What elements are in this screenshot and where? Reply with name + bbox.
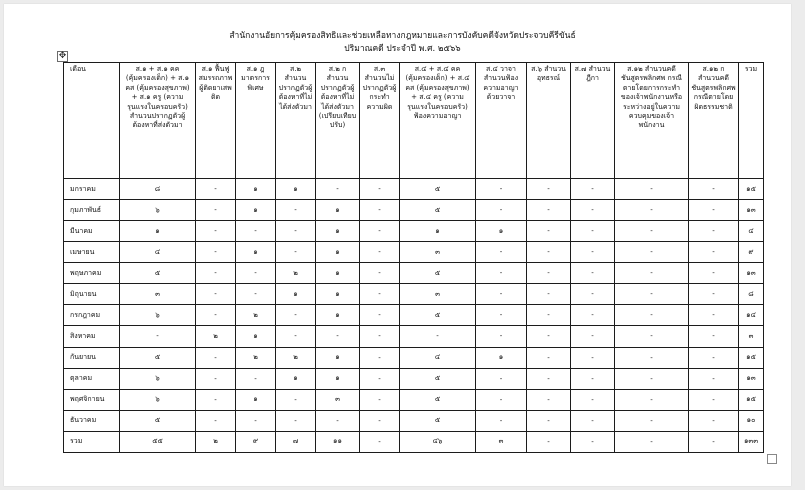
value-cell: ๒ xyxy=(276,263,316,284)
header-s7: ส.๗ สำนวนฎีกา xyxy=(571,63,615,179)
value-cell: ๕๕ xyxy=(120,431,196,452)
value-cell: ๑ xyxy=(316,200,360,221)
value-cell: - xyxy=(196,368,236,389)
value-cell: ๑๕ xyxy=(739,179,764,200)
value-cell: - xyxy=(571,347,615,368)
value-cell: - xyxy=(571,179,615,200)
table-row xyxy=(64,200,764,221)
value-cell: ๑ xyxy=(276,368,316,389)
table-row xyxy=(64,326,764,347)
case-statistics-table xyxy=(63,62,764,453)
value-cell: - xyxy=(571,221,615,242)
value-cell: ๕ xyxy=(400,179,476,200)
value-cell: - xyxy=(360,326,400,347)
value-cell: ๘ xyxy=(739,284,764,305)
value-cell: ๓ xyxy=(476,431,527,452)
value-cell: ๕ xyxy=(400,305,476,326)
value-cell: ๖ xyxy=(120,368,196,389)
value-cell: - xyxy=(360,305,400,326)
value-cell: - xyxy=(571,431,615,452)
value-cell: - xyxy=(689,221,739,242)
value-cell: ๖ xyxy=(120,389,196,410)
header-s4-verbal: ส.๔ วาจา สำนวนฟ้องความอาญาด้วยวาจา xyxy=(476,63,527,179)
value-cell: - xyxy=(196,305,236,326)
value-cell: - xyxy=(615,410,689,431)
value-cell: ๑ xyxy=(236,389,276,410)
value-cell: - xyxy=(316,179,360,200)
value-cell: - xyxy=(276,221,316,242)
value-cell: - xyxy=(527,368,571,389)
value-cell: ๕ xyxy=(120,347,196,368)
value-cell: - xyxy=(571,305,615,326)
value-cell: ๕ xyxy=(400,368,476,389)
value-cell: - xyxy=(196,221,236,242)
table-row xyxy=(64,389,764,410)
value-cell: ๑๑ xyxy=(316,431,360,452)
month-cell: กันยายน xyxy=(64,347,120,368)
value-cell: ๒ xyxy=(276,347,316,368)
value-cell: - xyxy=(276,389,316,410)
value-cell: ๑๓๓ xyxy=(739,431,764,452)
value-cell: ๑๓ xyxy=(739,263,764,284)
value-cell: ๒ xyxy=(196,431,236,452)
value-cell: - xyxy=(476,200,527,221)
value-cell: - xyxy=(689,284,739,305)
value-cell: - xyxy=(571,200,615,221)
value-cell: - xyxy=(236,221,276,242)
value-cell: ๘ xyxy=(120,179,196,200)
header-total: รวม xyxy=(739,63,764,179)
value-cell: - xyxy=(571,242,615,263)
value-cell: ๒ xyxy=(236,347,276,368)
table-move-handle-icon[interactable]: ✥ xyxy=(58,51,67,61)
value-cell: - xyxy=(276,200,316,221)
value-cell: ๑ xyxy=(236,179,276,200)
value-cell: - xyxy=(527,284,571,305)
header-s2k: ส.๒ ก สำนวนปรากฏตัวผู้ต้องหาที่ไม่ได้ส่งตัวมา (เปรียบเทียบปรับ) xyxy=(316,63,360,179)
value-cell: ๔ xyxy=(739,221,764,242)
header-s4: ส.๔ + ส.๔ คค (คุ้มครองเด็ก) + ส.๔ คส (คุ้มครองสุขภาพ) + ส.๔ ครู (ความรุนแรงในครอบครัว) ฟ้องความอาญา xyxy=(400,63,476,179)
value-cell: ๑๕ xyxy=(739,389,764,410)
value-cell: - xyxy=(571,410,615,431)
value-cell: - xyxy=(196,200,236,221)
value-cell: ๓ xyxy=(400,284,476,305)
value-cell: ๑ xyxy=(276,284,316,305)
table-row xyxy=(64,284,764,305)
value-cell: ๑๔ xyxy=(739,305,764,326)
value-cell: ๑๓ xyxy=(739,200,764,221)
table-row xyxy=(64,410,764,431)
header-month: เดือน xyxy=(64,63,120,179)
value-cell: - xyxy=(276,410,316,431)
value-cell: - xyxy=(527,431,571,452)
value-cell: - xyxy=(689,431,739,452)
value-cell: - xyxy=(571,284,615,305)
header-s1-rehab: ส.๑ ฟื้นฟูสมรรถภาพผู้ติดยาเสพติด xyxy=(196,63,236,179)
header-s6: ส.๖ สำนวนอุทธรณ์ xyxy=(527,63,571,179)
value-cell: - xyxy=(276,326,316,347)
value-cell: ๑ xyxy=(276,179,316,200)
table-row xyxy=(64,221,764,242)
value-cell: ๓ xyxy=(120,284,196,305)
value-cell: - xyxy=(615,368,689,389)
value-cell: - xyxy=(196,179,236,200)
header-s12k: ส.๑๒ ก สำนวนคดีชันสูตรพลิกศพ กรณีตายโดยผิดธรรมชาติ xyxy=(689,63,739,179)
value-cell: - xyxy=(527,200,571,221)
value-cell: - xyxy=(276,242,316,263)
value-cell: - xyxy=(196,242,236,263)
value-cell: ๒ xyxy=(196,326,236,347)
value-cell: - xyxy=(196,284,236,305)
value-cell: ๑ xyxy=(236,326,276,347)
value-cell: - xyxy=(360,242,400,263)
value-cell: - xyxy=(527,410,571,431)
value-cell: ๑ xyxy=(400,221,476,242)
value-cell: ๑ xyxy=(476,221,527,242)
value-cell: - xyxy=(276,305,316,326)
value-cell: ๑ xyxy=(316,347,360,368)
value-cell: - xyxy=(476,179,527,200)
value-cell: - xyxy=(689,389,739,410)
value-cell: ๔ xyxy=(120,242,196,263)
value-cell: ๖ xyxy=(120,305,196,326)
value-cell: - xyxy=(196,389,236,410)
month-cell: ธันวาคม xyxy=(64,410,120,431)
value-cell: - xyxy=(615,431,689,452)
value-cell: - xyxy=(360,431,400,452)
value-cell: ๑ xyxy=(120,221,196,242)
value-cell: ๑ xyxy=(236,242,276,263)
value-cell: ๔๖ xyxy=(400,431,476,452)
value-cell: ๑ xyxy=(316,368,360,389)
value-cell: - xyxy=(527,263,571,284)
value-cell: - xyxy=(615,179,689,200)
value-cell: - xyxy=(615,347,689,368)
table-row xyxy=(64,242,764,263)
header-s3: ส.๓ สำนวนไม่ปรากฏตัวผู้กระทำความผิด xyxy=(360,63,400,179)
value-cell: - xyxy=(571,368,615,389)
value-cell: ๑๕ xyxy=(739,347,764,368)
month-cell: มิถุนายน xyxy=(64,284,120,305)
value-cell: - xyxy=(196,347,236,368)
value-cell: - xyxy=(400,326,476,347)
value-cell: - xyxy=(476,326,527,347)
value-cell: - xyxy=(360,221,400,242)
value-cell: ๑ xyxy=(316,284,360,305)
value-cell: ๓ xyxy=(739,326,764,347)
value-cell: - xyxy=(316,410,360,431)
value-cell: ๙ xyxy=(739,242,764,263)
value-cell: - xyxy=(476,389,527,410)
value-cell: - xyxy=(689,347,739,368)
table-row xyxy=(64,305,764,326)
value-cell: - xyxy=(360,389,400,410)
value-cell: - xyxy=(360,263,400,284)
document-title: สำนักงานอัยการคุ้มครองสิทธิและช่วยเหลือทางกฎหมายและการบังคับคดีจังหวัดประจวบคีรีขันธ์ xyxy=(229,31,576,41)
month-cell: ตุลาคม xyxy=(64,368,120,389)
month-cell: กรกฎาคม xyxy=(64,305,120,326)
value-cell: - xyxy=(360,347,400,368)
value-cell: - xyxy=(236,368,276,389)
value-cell: ๕ xyxy=(400,263,476,284)
value-cell: - xyxy=(360,284,400,305)
value-cell: - xyxy=(316,326,360,347)
value-cell: ๓ xyxy=(400,242,476,263)
value-cell: ๒ xyxy=(236,305,276,326)
value-cell: - xyxy=(360,179,400,200)
value-cell: - xyxy=(527,389,571,410)
month-cell: พฤศจิกายน xyxy=(64,389,120,410)
value-cell: ๙ xyxy=(236,431,276,452)
value-cell: - xyxy=(689,326,739,347)
value-cell: - xyxy=(689,179,739,200)
value-cell: ๓ xyxy=(316,389,360,410)
value-cell: - xyxy=(476,242,527,263)
month-cell: มีนาคม xyxy=(64,221,120,242)
month-cell: เมษายน xyxy=(64,242,120,263)
header-s1-special: ส.๑ ฎ มาตรการพิเศษ xyxy=(236,63,276,179)
value-cell: - xyxy=(360,368,400,389)
month-cell: รวม xyxy=(64,431,120,452)
value-cell: - xyxy=(689,410,739,431)
value-cell: - xyxy=(615,263,689,284)
header-s1: ส.๑ + ส.๑ คค (คุ้มครองเด็ก) + ส.๑ คส (คุ้มครองสุขภาพ) + ส.๑ ครู (ความรุนแรงในครอบครัว) สำนวนปรากฏตัวผู้ต้องหาที่ส่งตัวมา xyxy=(120,63,196,179)
table-row xyxy=(64,263,764,284)
value-cell: - xyxy=(236,284,276,305)
value-cell: ๕ xyxy=(400,410,476,431)
total-row xyxy=(64,431,764,452)
value-cell: ๑ xyxy=(316,242,360,263)
table-resize-handle[interactable] xyxy=(767,454,777,464)
value-cell: - xyxy=(360,410,400,431)
month-cell: กุมภาพันธ์ xyxy=(64,200,120,221)
header-s12: ส.๑๒ สำนวนคดีชันสูตรพลิกศพ กรณีตายโดยการกระทำของเจ้าพนักงานหรือระหว่างอยู่ในความควบคุมของเจ้าพนักงาน xyxy=(615,63,689,179)
value-cell: ๕ xyxy=(120,263,196,284)
value-cell: ๕ xyxy=(400,389,476,410)
value-cell: - xyxy=(615,284,689,305)
value-cell: - xyxy=(527,347,571,368)
value-cell: - xyxy=(196,410,236,431)
table-row xyxy=(64,347,764,368)
value-cell: - xyxy=(571,326,615,347)
value-cell: ๑ xyxy=(316,263,360,284)
value-cell: - xyxy=(476,305,527,326)
month-cell: พฤษภาคม xyxy=(64,263,120,284)
value-cell: ๑๓ xyxy=(739,368,764,389)
value-cell: - xyxy=(476,368,527,389)
value-cell: - xyxy=(615,389,689,410)
header-row xyxy=(64,63,764,179)
value-cell: ๑๐ xyxy=(739,410,764,431)
value-cell: ๑ xyxy=(316,305,360,326)
value-cell: - xyxy=(615,242,689,263)
value-cell: - xyxy=(527,242,571,263)
header-s2: ส.๒ สำนวนปรากฏตัวผู้ต้องหาที่ไม่ได้ส่งตัวมา xyxy=(276,63,316,179)
month-cell: สิงหาคม xyxy=(64,326,120,347)
value-cell: - xyxy=(236,263,276,284)
value-cell: - xyxy=(476,284,527,305)
value-cell: - xyxy=(571,263,615,284)
value-cell: - xyxy=(615,326,689,347)
value-cell: - xyxy=(689,263,739,284)
table-row xyxy=(64,179,764,200)
value-cell: - xyxy=(615,305,689,326)
value-cell: - xyxy=(689,242,739,263)
value-cell: - xyxy=(615,200,689,221)
value-cell: ๔ xyxy=(400,347,476,368)
value-cell: - xyxy=(527,305,571,326)
value-cell: - xyxy=(120,326,196,347)
value-cell: - xyxy=(527,326,571,347)
value-cell: - xyxy=(571,389,615,410)
value-cell: - xyxy=(236,410,276,431)
value-cell: - xyxy=(476,410,527,431)
month-cell: มกราคม xyxy=(64,179,120,200)
value-cell: ๖ xyxy=(120,200,196,221)
value-cell: ๗ xyxy=(276,431,316,452)
value-cell: - xyxy=(527,179,571,200)
value-cell: - xyxy=(196,263,236,284)
value-cell: - xyxy=(360,200,400,221)
table-row xyxy=(64,368,764,389)
value-cell: - xyxy=(689,368,739,389)
value-cell: - xyxy=(615,221,689,242)
value-cell: ๑ xyxy=(476,347,527,368)
value-cell: - xyxy=(527,221,571,242)
value-cell: ๕ xyxy=(120,410,196,431)
value-cell: - xyxy=(476,263,527,284)
value-cell: ๕ xyxy=(400,200,476,221)
document-subtitle: ปริมาณคดี ประจำปี พ.ศ. ๒๕๖๖ xyxy=(344,44,461,54)
value-cell: - xyxy=(689,200,739,221)
value-cell: ๑ xyxy=(236,200,276,221)
value-cell: ๑ xyxy=(316,221,360,242)
value-cell: - xyxy=(689,305,739,326)
